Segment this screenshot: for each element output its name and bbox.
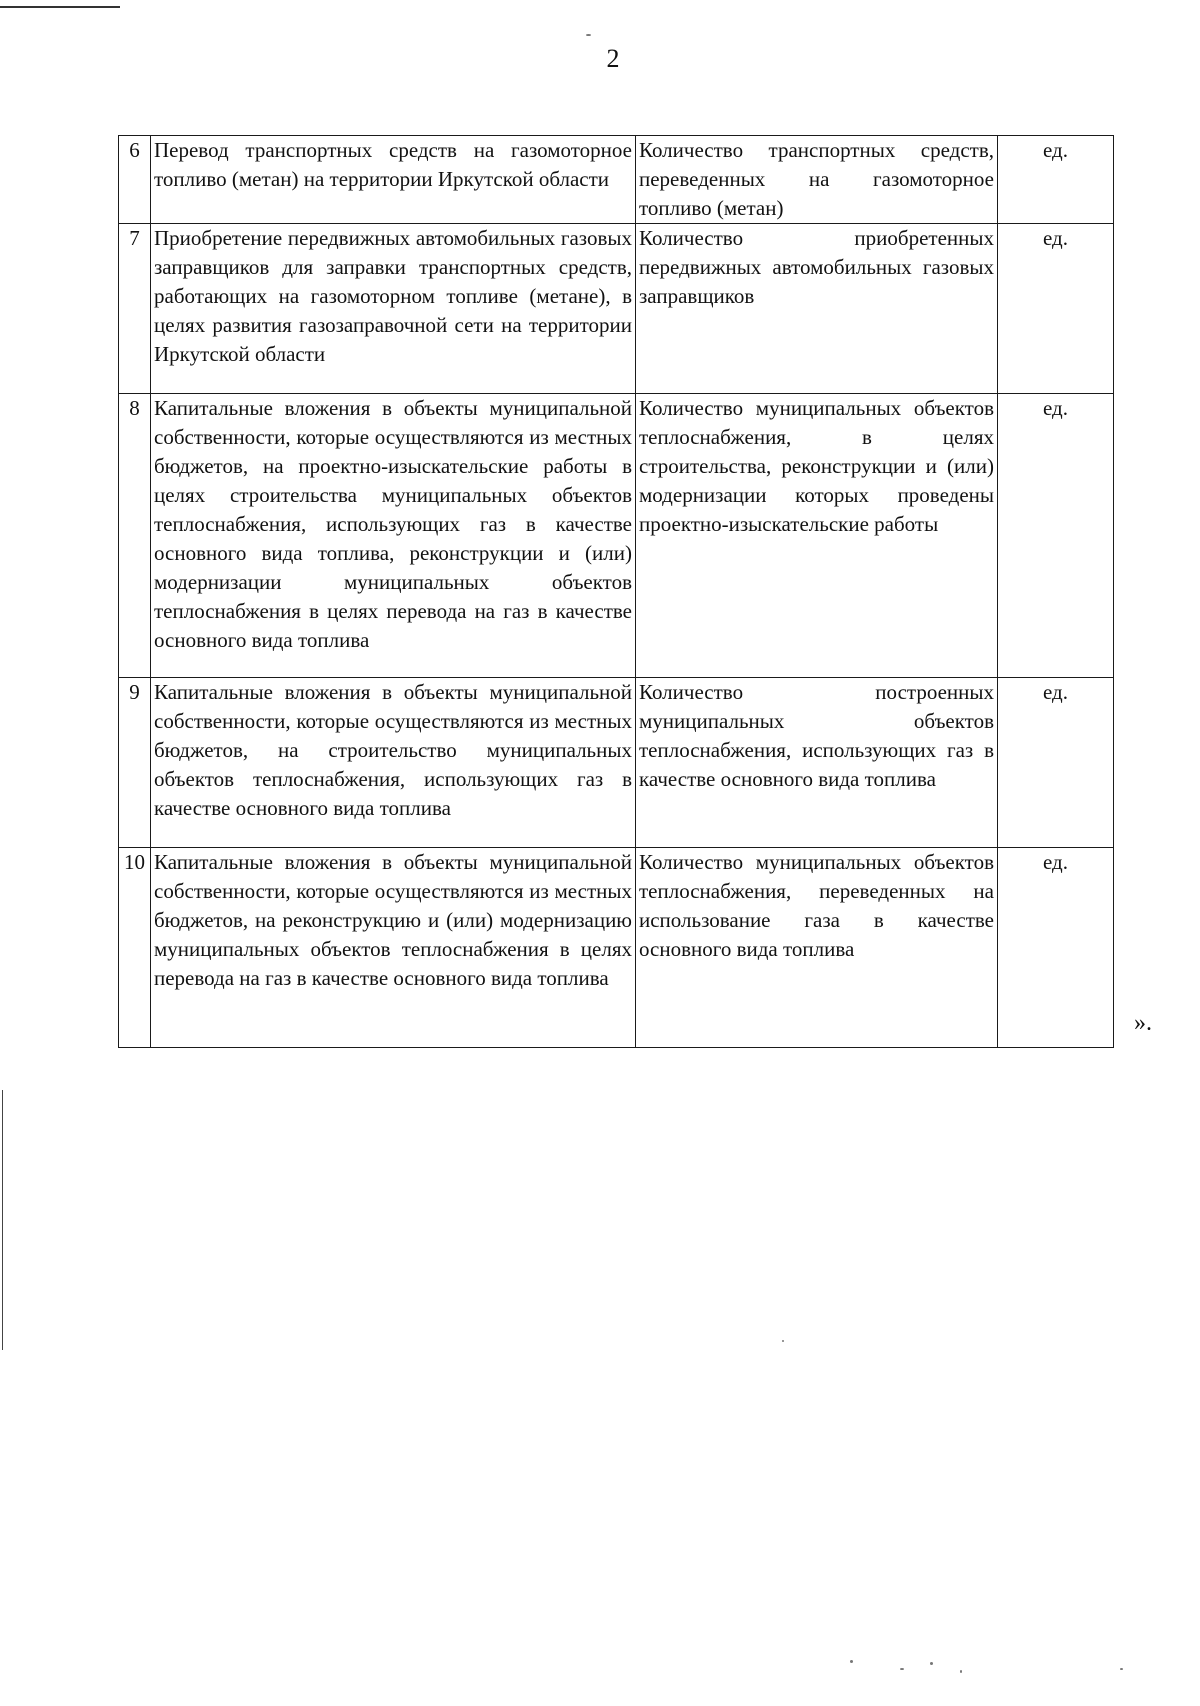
unit-label: ед. <box>998 136 1114 224</box>
scan-speck <box>782 1340 784 1342</box>
indicators-table <box>118 135 1114 1048</box>
row-number: 8 <box>119 394 151 678</box>
table-row <box>119 394 1114 678</box>
scan-edge-mark <box>0 0 120 8</box>
row-number: 6 <box>119 136 151 224</box>
indicator-text: Количество построенных муниципальных объектов теплоснабжения, использующих газ в качестве основного вида топлива <box>636 678 998 848</box>
indicator-text: Количество приобретенных передвижных автомобильных газовых заправщиков <box>636 224 998 394</box>
unit-label: ед. <box>998 848 1114 1048</box>
scan-speck <box>850 1660 853 1663</box>
measure-name: Капитальные вложения в объекты муниципальной собственности, которые осуществляются из местных бюджетов, на реконструкцию и (или) модернизацию муниципальных объектов теплоснабжения в целях перевода на газ в качестве основного вида топлива <box>151 848 636 1048</box>
scan-speck <box>960 1670 962 1673</box>
table-row <box>119 224 1114 394</box>
page-number: 2 <box>606 44 620 73</box>
row-number: 7 <box>119 224 151 394</box>
indicator-text: Количество транспортных средств, переведенных на газомоторное топливо (метан) <box>636 136 998 224</box>
table-row <box>119 136 1114 224</box>
scan-speck <box>900 1668 904 1670</box>
measure-name: Приобретение передвижных автомобильных газовых заправщиков для заправки транспортных средств, работающих на газомоторном топливе (метане), в целях развития газозаправочной сети на территории Иркутской области <box>151 224 636 394</box>
scan-edge-line <box>2 1090 3 1350</box>
scan-speck <box>586 34 591 36</box>
indicator-text: Количество муниципальных объектов теплоснабжения, переведенных на использование газа в качестве основного вида топлива <box>636 848 998 1048</box>
unit-label: ед. <box>998 678 1114 848</box>
closing-quote-mark: ». <box>1134 1010 1152 1036</box>
scan-speck <box>1120 1668 1123 1670</box>
measure-name: Капитальные вложения в объекты муниципальной собственности, которые осуществляются из местных бюджетов, на строительство муниципальных объектов теплоснабжения, использующих газ в качестве основного вида топлива <box>151 678 636 848</box>
indicator-text: Количество муниципальных объектов теплоснабжения, в целях строительства, реконструкции и (или) модернизации которых проведены проектно-изыскательские работы <box>636 394 998 678</box>
unit-label: ед. <box>998 394 1114 678</box>
unit-label: ед. <box>998 224 1114 394</box>
scan-speck <box>930 1662 933 1665</box>
measure-name: Перевод транспортных средств на газомоторное топливо (метан) на территории Иркутской области <box>151 136 636 224</box>
measure-name: Капитальные вложения в объекты муниципальной собственности, которые осуществляются из местных бюджетов, на проектно-изыскательские работы в целях строительства муниципальных объектов теплоснабжения, использующих газ в качестве основного вида топлива, реконструкции и (или) модернизации муниципальных объектов теплоснабжения в целях перевода на газ в качестве основного вида топлива <box>151 394 636 678</box>
row-number: 10 <box>119 848 151 1048</box>
table-row <box>119 848 1114 1048</box>
row-number: 9 <box>119 678 151 848</box>
table-row <box>119 678 1114 848</box>
